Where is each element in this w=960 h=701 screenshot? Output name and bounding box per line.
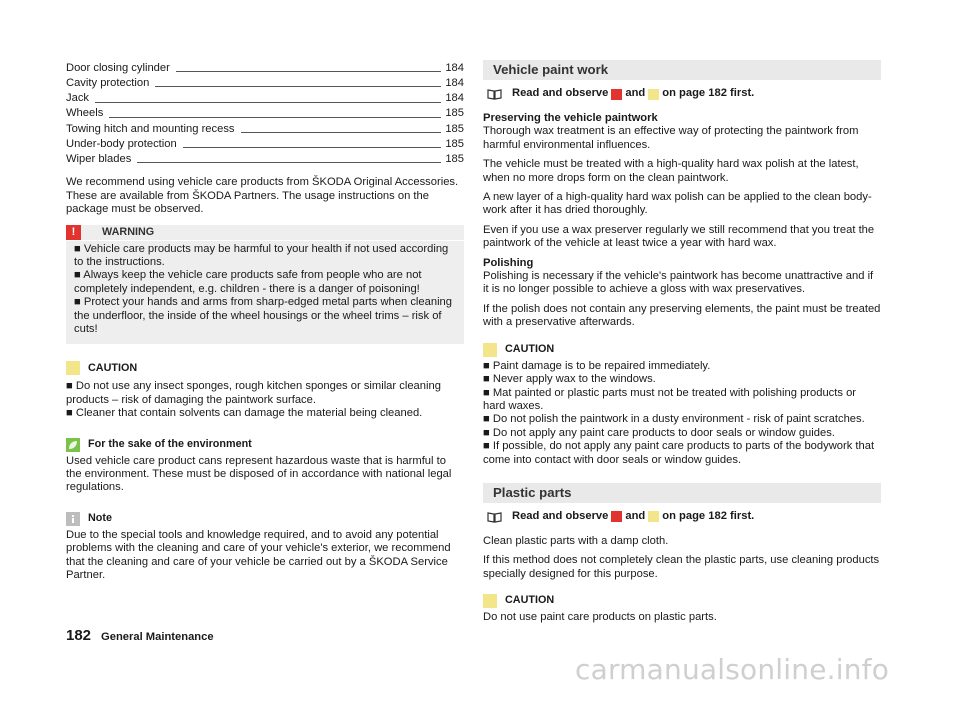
note-text: Due to the special tools and knowledge required, and to avoid any potential problems with the cleaning and care of your vehicle's exterior, we recommend that the cleaning and care of your vehicle be carried out by a ŠKODA Service Partner. bbox=[66, 528, 451, 582]
caution-body bbox=[483, 360, 881, 467]
left-column bbox=[66, 60, 464, 582]
section-heading-paint: Vehicle paint work bbox=[483, 60, 881, 80]
caution-title: CAUTION bbox=[505, 342, 555, 355]
info-icon bbox=[66, 512, 80, 526]
warning-item: ■ Always keep the vehicle care products safe from people who are not completely independent, e.g. children - there is a danger of poisoning! bbox=[74, 269, 422, 295]
caution-item: ■ Paint damage is to be repaired immediately. bbox=[483, 359, 711, 372]
environment-header bbox=[66, 437, 464, 453]
warning-exclamation-icon: ! bbox=[66, 225, 81, 240]
paragraph: Polishing is necessary if the vehicle's paintwork has become unattractive and if it is no longer possible to achieve a gloss with wax preservatives. bbox=[483, 270, 874, 296]
note-title: Note bbox=[88, 512, 112, 525]
caution-ref-icon[interactable] bbox=[648, 89, 659, 100]
warning-item: ■ Protect your hands and arms from sharp-edged metal parts when cleaning the underfloor, the inside of the wheel housings or the wheel trims – risk of cuts! bbox=[74, 296, 453, 335]
page-footer bbox=[66, 629, 214, 644]
watermark: carmanualsonline.info bbox=[575, 653, 890, 686]
caution-item: ■ Do not use any insect sponges, rough kitchen sponges or similar cleaning products – risk of damaging the paintwork surface. bbox=[66, 380, 441, 406]
toc-entry[interactable]: Wiper blades 185 bbox=[66, 152, 464, 165]
toc-entry[interactable]: Under-body protection 185 bbox=[66, 137, 464, 150]
toc-entry[interactable]: Jack 184 bbox=[66, 92, 464, 105]
cross-reference: Read and observe and on page 182 first. bbox=[483, 510, 881, 524]
warning-ref-icon[interactable] bbox=[611, 511, 622, 522]
right-column bbox=[483, 60, 881, 625]
caution-item: ■ Cleaner that contain solvents can damage the material being cleaned. bbox=[66, 407, 423, 420]
paragraph: If this method does not completely clean the plastic parts, use cleaning products specially designed for this purpose. bbox=[483, 554, 880, 580]
environment-title: For the sake of the environment bbox=[88, 437, 252, 450]
caution-item: ■ Do not apply any paint care products to door seals or window guides. bbox=[483, 426, 835, 439]
cross-reference: Read and observe and on page 182 first. bbox=[483, 87, 881, 101]
caution-title: CAUTION bbox=[505, 594, 555, 607]
warning-item: ■ Vehicle care products may be harmful to your health if not used according to the instructions. bbox=[74, 242, 449, 268]
caution-header bbox=[483, 342, 881, 358]
paragraph: Clean plastic parts with a damp cloth. bbox=[483, 534, 669, 547]
paragraph: The vehicle must be treated with a high-quality hard wax polish at the latest, when no more drops form on the clean paintwork. bbox=[483, 158, 859, 184]
caution-header bbox=[66, 360, 464, 376]
caution-item: ■ Mat painted or plastic parts must not be treated with polishing products or hard waxes. bbox=[483, 386, 857, 412]
toc-entry[interactable]: Door closing cylinder 184 bbox=[66, 61, 464, 74]
paragraph: If the polish does not contain any preserving elements, the paint must be treated with a preservative afterwards. bbox=[483, 302, 881, 329]
intro-paragraph: We recommend using vehicle care products from ŠKODA Original Accessories. These are available from ŠKODA Partners. The usage instructions on the package must be observed. bbox=[66, 176, 459, 216]
subheading-preserving: Preserving the vehicle paintwork bbox=[483, 112, 658, 124]
open-book-icon bbox=[487, 511, 502, 523]
caution-square-icon bbox=[483, 594, 497, 608]
paragraph: A new layer of a high-quality hard wax polish can be applied to the clean body-work after it has dried thoroughly. bbox=[483, 191, 872, 217]
leaf-icon bbox=[66, 438, 80, 452]
caution-text: Do not use paint care products on plastic parts. bbox=[483, 611, 717, 624]
toc-list bbox=[66, 60, 464, 166]
caution-item: ■ If possible, do not apply any paint care products to parts of the bodywork that come into contact with door seals or window guides. bbox=[483, 440, 875, 466]
caution-item: ■ Do not polish the paintwork in a dusty environment - risk of paint scratches. bbox=[483, 413, 865, 426]
caution-ref-icon[interactable] bbox=[648, 511, 659, 522]
caution-title: CAUTION bbox=[88, 361, 138, 374]
paragraph: Even if you use a wax preserver regularly we still recommend that you treat the paintwork of the vehicle at least twice a year with hard wax. bbox=[483, 223, 875, 250]
subheading-polishing: Polishing bbox=[483, 256, 534, 269]
warning-ref-icon[interactable] bbox=[611, 89, 622, 100]
warning-body bbox=[66, 241, 464, 337]
section-heading-plastic: Plastic parts bbox=[483, 483, 881, 503]
note-header bbox=[66, 511, 464, 527]
warning-header bbox=[66, 225, 464, 241]
warning-title: WARNING bbox=[102, 225, 155, 238]
caution-square-icon bbox=[66, 361, 80, 375]
toc-entry[interactable]: Cavity protection 184 bbox=[66, 76, 464, 89]
paragraph: Thorough wax treatment is an effective way of protecting the paintwork from harmful environmental influences. bbox=[483, 125, 859, 151]
chapter-title: General Maintenance bbox=[101, 631, 214, 643]
caution-item: ■ Never apply wax to the windows. bbox=[483, 373, 656, 386]
caution-header bbox=[483, 593, 881, 609]
environment-text: Used vehicle care product cans represent hazardous waste that is harmful to the environment. These must be disposed of in accordance with national legal regulations. bbox=[66, 454, 452, 494]
warning-box bbox=[66, 225, 464, 345]
toc-entry[interactable]: Towing hitch and mounting recess 185 bbox=[66, 122, 464, 135]
caution-square-icon bbox=[483, 343, 497, 357]
caution-body bbox=[66, 380, 464, 420]
open-book-icon bbox=[487, 88, 502, 100]
toc-entry[interactable]: Wheels 185 bbox=[66, 107, 464, 120]
page-number: 182 bbox=[66, 627, 92, 644]
